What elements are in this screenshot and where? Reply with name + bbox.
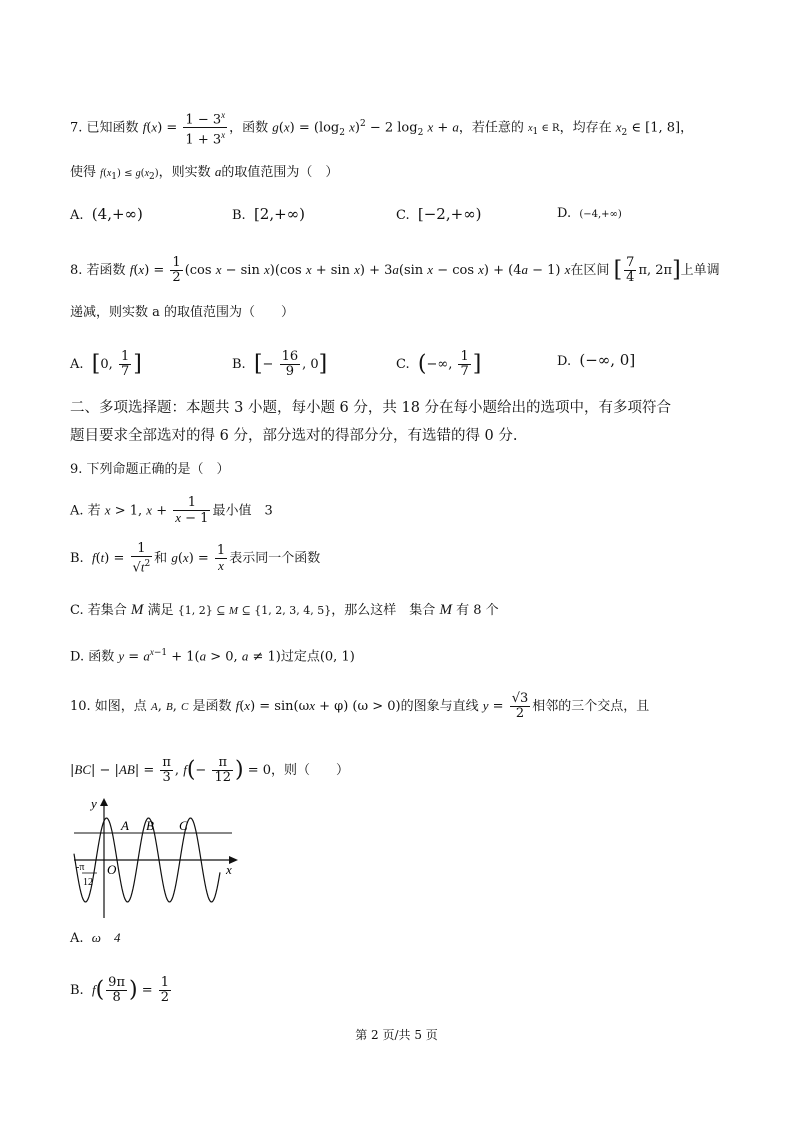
q7-option-c[interactable]: C. [−2,+∞) — [396, 205, 482, 223]
q7-number: 7. — [70, 120, 83, 136]
q8-number: 8. — [70, 263, 83, 278]
q10-stem-line2: |BC| − |AB| = $\frac{\pi}{3}$ , f(− $\frac{\pi}{12}$ ) = 0，则（ ） — [70, 755, 350, 785]
q7-stem-line2: 使得 $f(x_1) \le g(x_2)$，则实数 a的取值范围为（ ） — [70, 164, 339, 182]
q7-option-b[interactable]: B. [2,+∞) — [232, 205, 306, 223]
q10-option-b[interactable]: B. f( $\frac{9\pi}{8}$ ) = $\frac{1}{2}$ — [70, 975, 170, 1005]
q7-option-a[interactable]: A. (4,+∞) — [70, 205, 143, 223]
origin-label: O — [107, 862, 117, 877]
q8-option-b[interactable]: B. [− $\frac{16}{9}$ , 0] — [232, 349, 328, 379]
q9-option-d[interactable]: D. 函数 $y = a^{x-1} + 1(a > 0$, a ≠ 1)过定点(0, 1) — [70, 647, 355, 665]
point-b-label: B — [146, 818, 154, 833]
sine-graph — [68, 796, 243, 921]
q10-stem: 10. 如图，点 A, B, C 是函数 f(x) = sin(ωx + φ) (ω > 0)的图象与直线 y = $\frac{√3}{2}$ 相邻的三个交点，且 — [70, 691, 650, 721]
q10-option-a[interactable]: A. ω 4 — [70, 930, 121, 946]
q9-option-b[interactable]: B. f(t) = $\frac{1}{√t^2}$ 和 g(x) = $\frac{1}{x}$ 表示同一个函数 — [70, 541, 321, 576]
point-a-label: A — [121, 818, 129, 833]
q9-title: 9. 下列命题正确的是（ ） — [70, 462, 230, 477]
q9-option-a[interactable]: A. 若 x > 1, x + $\frac{1}{x - 1}$ 最小值 3 — [70, 495, 273, 526]
point-c-label: C — [179, 818, 188, 833]
section2-heading-line2: 题目要求全部选对的得 6 分，部分选对的得部分分，有选错的得 0 分. — [70, 428, 518, 444]
twelve-label: 12 — [83, 877, 93, 888]
q7-fraction: $\frac{1 - 3^x}{1 + 3^x}$ — [185, 110, 226, 148]
section2-heading-line1: 二、多项选择题：本题共 3 小题，每小题 6 分，共 18 分在每小题给出的选项中，有多项符合 — [70, 400, 672, 416]
q8-option-a[interactable]: A. [0, $\frac{1}{7}$ ] — [70, 349, 142, 379]
q7-stem: 7. 已知函数 f(x) = $\frac{1 - 3^x}{1 + 3^x}$ ，函数 $g(x) = (\log_2$ x)$^2$ − 2 $\log_2 x + a$，若任意的 $x_1$ ∈ R，均存在 $x_2$ ∈ [1, 8]， — [70, 110, 694, 148]
q9-option-c[interactable]: C. 若集合 M 满足 {1, 2} ⊆ M ⊆ {1, 2, 3, 4, 5}，那么这样 集合 M 有 8 个 — [70, 602, 499, 618]
q7-option-d[interactable]: D. (−4,+∞) — [557, 206, 622, 221]
y-label: y — [91, 796, 97, 811]
page-footer: 第 2 页/共 5 页 — [355, 1028, 438, 1042]
y-axis-arrow — [100, 798, 108, 806]
q8-stem: 8. 若函数 f(x) = $\frac{1}{2}$ (cos x − sin x)(cos x + sin x) + 3a(sin x − cos x) + (4a − 1) x在区间 [ $\frac{7}{4}$ π, 2π]上单调 — [70, 255, 720, 285]
q8-option-c[interactable]: C. (−∞, $\frac{1}{7}$ ] — [396, 349, 482, 379]
x-label: x — [226, 862, 232, 877]
q8-stem-line2: 递减，则实数 a 的取值范围为（ ） — [70, 305, 295, 320]
q8-option-d[interactable]: D. (−∞, 0] — [557, 351, 636, 369]
neg-pi-label: -π — [76, 862, 85, 873]
